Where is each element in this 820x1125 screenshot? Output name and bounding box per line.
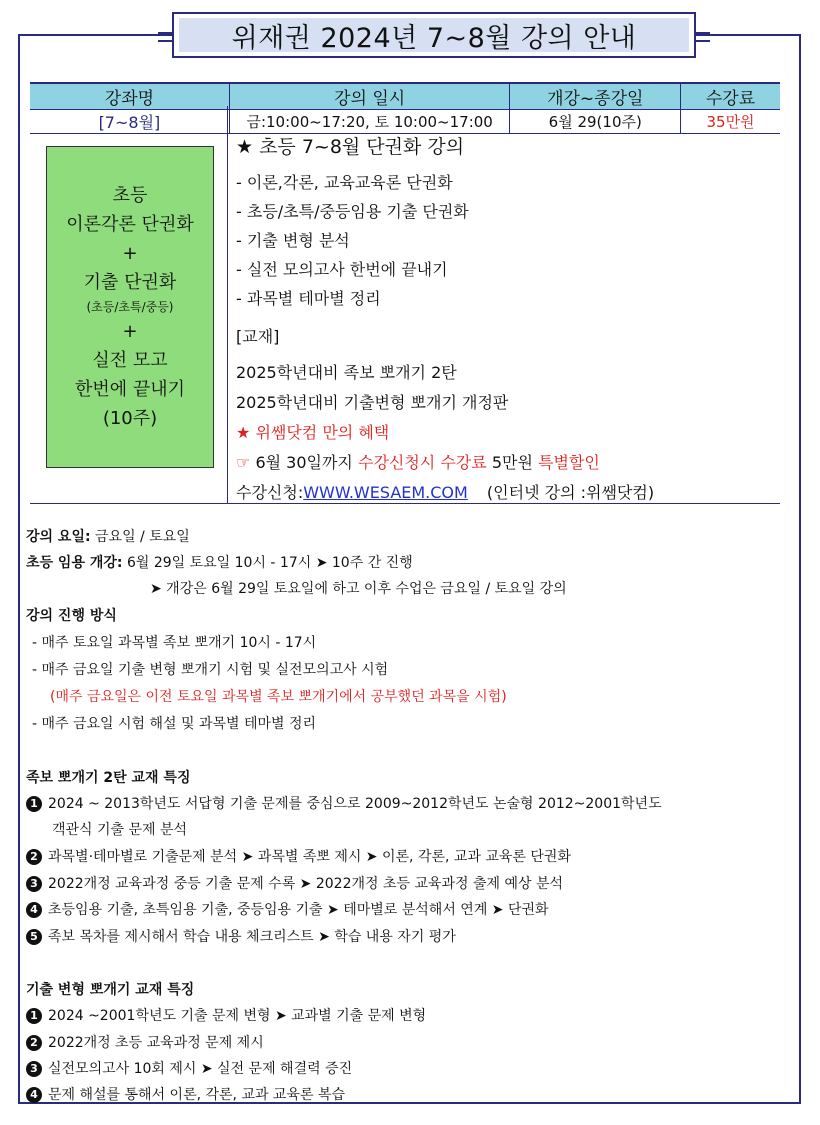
list-item — [26, 926, 456, 946]
jokbo-title: 족보 뽀개기 2탄 교재 특징 — [26, 770, 191, 786]
textbook-item: 2025학년대비 기출변형 뽀개기 개정판 — [236, 393, 509, 412]
method-item: - 매주 금요일 기출 변형 뽀개기 시험 및 실전모의고사 시험 — [32, 662, 389, 678]
number-3-icon: 3 — [26, 1061, 42, 1077]
list-item-text: 2022개정 초등 교육과정 문제 제시 — [48, 1035, 264, 1051]
benefit-text: 위쌤닷컴 만의 혜택 — [255, 423, 390, 442]
header-course: 강좌명 — [30, 83, 229, 110]
list-item-text: 2024 ~2001학년도 기출 문제 변형 ➤ 교과별 기출 문제 변형 — [48, 1008, 427, 1024]
table-row — [30, 110, 780, 134]
list-item — [26, 1058, 352, 1078]
discount-label: 특별할인 — [538, 453, 600, 472]
star-icon: ★ — [236, 423, 251, 442]
title-banner — [172, 12, 696, 58]
summary-small: (초등/초특/중등) — [86, 300, 174, 314]
table-header-row — [30, 83, 780, 110]
column-divider — [227, 106, 228, 504]
open-label: 초등 임용 개강: — [26, 555, 123, 571]
detail-item: - 초등/초특/중등임용 기출 단권화 — [236, 202, 469, 221]
open-note: ➤ 개강은 6월 29일 토요일에 하고 이후 수업은 금요일 / 토요일 강의 — [150, 581, 567, 597]
number-5-icon: 5 — [26, 929, 42, 945]
course-table — [30, 82, 780, 134]
lecture-days — [26, 526, 190, 546]
table-bottom-rule — [30, 503, 780, 504]
list-item-text: 문제 해설를 통해서 이론, 각론, 교과 교육론 복습 — [48, 1087, 346, 1103]
course-name: [7~8월] — [30, 110, 229, 134]
list-item — [26, 873, 563, 893]
method-title: 강의 진행 방식 — [26, 608, 117, 624]
days-value: 금요일 / 토요일 — [95, 529, 190, 545]
open-info — [26, 552, 413, 572]
summary-line: + — [122, 243, 138, 264]
detail-item: - 기출 변형 분석 — [236, 231, 350, 250]
summary-line: + — [122, 321, 138, 342]
detail-item: - 실전 모의고사 한번에 끝내기 — [236, 260, 448, 279]
method-item: - 매주 금요일 시험 해설 및 과목별 테마별 정리 — [32, 716, 317, 732]
course-summary-box — [46, 146, 214, 468]
list-item — [26, 1084, 345, 1104]
list-item — [26, 793, 662, 813]
textbook-item: 2025학년대비 족보 뽀개기 2탄 — [236, 363, 457, 382]
list-item-text: 과목별·테마별로 기출문제 분석 ➤ 과목별 족뽀 제시 ➤ 이론, 각론, 교과 교육론 단권화 — [48, 849, 571, 865]
detail-item: - 과목별 테마별 정리 — [236, 289, 381, 308]
detail-item: - 이론,각론, 교육교육론 단권화 — [236, 173, 453, 192]
course-dates: 6월 29(10주) — [510, 110, 681, 134]
list-item-text: 초등임용 기출, 초특임용 기출, 중등임용 기출 ➤ 테마별로 분석해서 연계 ➤ 단권화 — [48, 902, 549, 918]
signup-link[interactable]: WWW.WESAEM.COM — [303, 483, 468, 502]
method-item: - 매주 토요일 과목별 족보 뽀개기 10시 - 17시 — [32, 635, 317, 651]
summary-line: 이론각론 단권화 — [66, 214, 194, 235]
list-item — [26, 846, 571, 866]
header-schedule: 강의 일시 — [229, 83, 510, 110]
summary-line: 기출 단권화 — [83, 272, 177, 293]
header-fee: 수강료 — [681, 83, 780, 110]
summary-line: 실전 모고 — [92, 350, 168, 371]
detail-heading: ★ 초등 7~8월 단권화 강의 — [236, 136, 465, 158]
method-note: (매주 금요일은 이전 토요일 과목별 족보 뽀개기에서 공부했던 과목을 시험) — [50, 689, 507, 705]
header-dates: 개강~종강일 — [510, 83, 681, 110]
list-item — [26, 1005, 426, 1025]
pointing-hand-icon: ☞ — [236, 453, 251, 472]
number-4-icon: 4 — [26, 1087, 42, 1103]
list-item-text: 실전모의고사 10회 제시 ➤ 실전 문제 해결력 증진 — [48, 1061, 353, 1077]
course-schedule: 금:10:00~17:20, 토 10:00~17:00 — [229, 110, 510, 134]
list-item-text: 족보 목차를 제시해서 학습 내용 체크리스트 ➤ 학습 내용 자기 평가 — [48, 929, 456, 945]
summary-line: 초등 — [112, 185, 148, 206]
summary-line: 한번에 끝내기 — [74, 379, 186, 400]
page-title: 위재권 2024년 7~8월 강의 안내 — [179, 18, 689, 52]
number-3-icon: 3 — [26, 876, 42, 892]
number-1-icon: 1 — [26, 1008, 42, 1024]
number-2-icon: 2 — [26, 849, 42, 865]
signup-label: 수강신청: — [236, 483, 304, 502]
list-item-continued: 객관식 기출 문제 분석 — [52, 822, 188, 838]
course-fee: 35만원 — [681, 110, 780, 134]
number-2-icon: 2 — [26, 1035, 42, 1051]
discount-amount: 5만원 — [491, 453, 533, 472]
number-4-icon: 4 — [26, 902, 42, 918]
textbook-label: [교재] — [236, 327, 280, 346]
list-item-text: 2024 ~ 2013학년도 서답형 기출 문제를 중심으로 2009~2012학년도 논술형 2012~2001학년도 — [48, 796, 662, 812]
number-1-icon: 1 — [26, 796, 42, 812]
discount-condition: 수강신청시 수강료 — [357, 453, 487, 472]
discount-deadline: 6월 30일까지 — [255, 453, 353, 472]
list-item — [26, 899, 549, 919]
list-item — [26, 1032, 264, 1052]
open-value: 6월 29일 토요일 10시 - 17시 ➤ 10주 간 진행 — [126, 555, 413, 571]
gichul-title: 기출 변형 뽀개기 교재 특징 — [26, 982, 195, 998]
signup-note: (인터넷 강의 :위쌤닷컴) — [486, 483, 655, 502]
list-item-text: 2022개정 교육과정 중등 기출 문제 수록 ➤ 2022개정 초등 교육과정 출제 예상 분석 — [48, 876, 564, 892]
summary-line: (10주) — [102, 408, 158, 429]
days-label: 강의 요일: — [26, 529, 91, 545]
